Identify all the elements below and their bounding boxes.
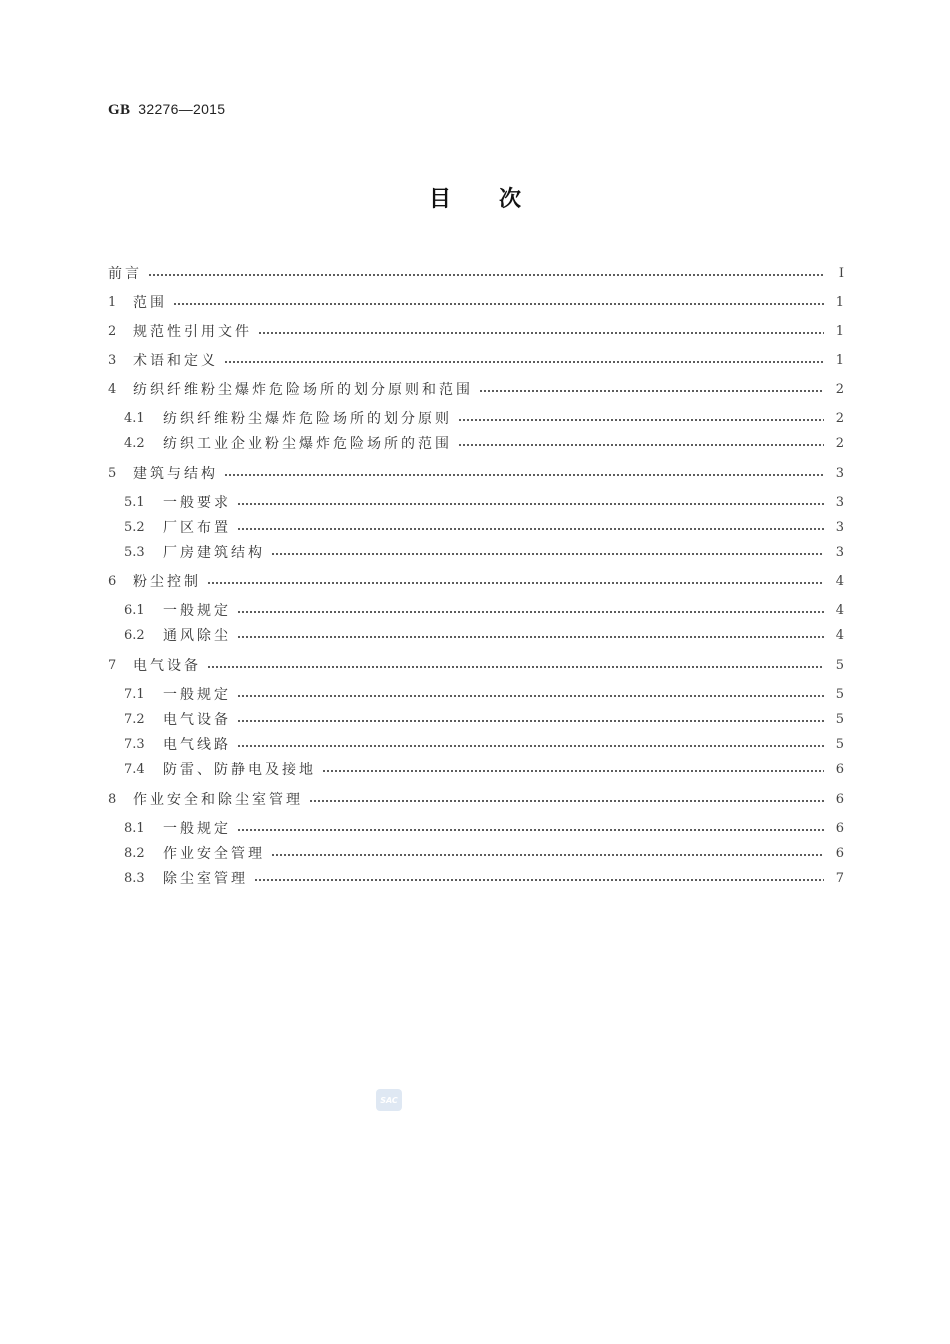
toc-entry-page: 6 [835,820,844,836]
toc-entry-page: Ⅰ [838,265,844,281]
toc-entry[interactable] [108,571,844,591]
toc-entry-label: 前言 [108,266,142,282]
title-char-1: 目 [428,187,451,212]
toc-entry-number: 7.2 [124,711,145,727]
toc-entry-label: 电气设备 [163,712,231,728]
toc-entry-page: 3 [835,519,844,535]
title-char-2: 次 [499,187,522,212]
toc-entry-number: 7 [108,657,117,673]
toc-entry-number: 8.2 [124,845,145,861]
toc-leader-dots [207,571,824,591]
toc-entry[interactable] [108,709,844,729]
toc-entry[interactable] [108,684,844,704]
toc-leader-dots [309,789,824,809]
toc-leader-dots [237,517,824,537]
toc-leader-dots [237,734,824,754]
toc-leader-dots [237,818,824,838]
toc-entry-label: 除尘室管理 [163,871,248,887]
toc-entry[interactable] [108,292,844,312]
toc-entry[interactable] [108,818,844,838]
toc-entry-label: 术语和定义 [133,353,218,369]
toc-entry-label: 纺织纤维粉尘爆炸危险场所的划分原则 [163,411,452,427]
toc-leader-dots [237,684,824,704]
toc-entry-label: 一般规定 [163,687,231,703]
toc-entry-number: 8 [108,791,117,807]
toc-entry-number: 6.2 [124,627,145,643]
toc-entry-page: 3 [835,544,844,560]
toc-entry-label: 厂房建筑结构 [163,545,265,561]
toc-entry-label: 作业安全管理 [163,846,265,862]
toc-entry-number: 3 [108,352,117,368]
toc-entry-page: 5 [835,657,844,673]
toc-entry[interactable] [108,789,844,809]
toc-entry-page: 4 [835,602,844,618]
toc-entry-label: 防雷、防静电及接地 [163,762,316,778]
toc-entry[interactable] [108,492,844,512]
toc-entry-page: 2 [835,410,844,426]
toc-entry-number: 5.2 [124,519,145,535]
toc-entry-label: 通风除尘 [163,628,231,644]
watermark-text: SAC [380,1095,398,1105]
toc-entry-page: 2 [835,381,844,397]
toc-entry-page: 5 [835,736,844,752]
toc-leader-dots [237,492,824,512]
toc-entry[interactable] [108,263,844,283]
toc-entry[interactable] [108,655,844,675]
toc-leader-dots [237,709,824,729]
toc-entry-number: 4.2 [124,435,145,451]
toc-entry-number: 5 [108,465,117,481]
toc-entry-page: 1 [835,294,844,310]
toc-entry-label: 规范性引用文件 [133,324,252,340]
toc-entry-page: 4 [835,573,844,589]
toc-leader-dots [224,350,824,370]
toc-entry-label: 粉尘控制 [133,574,201,590]
toc-entry[interactable] [108,408,844,428]
toc-leader-dots [458,433,824,453]
page-title [0,182,950,213]
toc-leader-dots [271,542,824,562]
toc-leader-dots [237,600,824,620]
toc-entry-page: 3 [835,465,844,481]
toc-leader-dots [254,868,824,888]
toc-leader-dots [258,321,824,341]
document-header-code [108,101,225,119]
toc-entry-number: 7.1 [124,686,145,702]
toc-entry-number: 4.1 [124,410,145,426]
toc-entry[interactable] [108,379,844,399]
toc-entry-number: 8.3 [124,870,145,886]
toc-leader-dots [224,463,824,483]
toc-entry-label: 电气设备 [133,658,201,674]
toc-entry[interactable] [108,625,844,645]
sac-watermark-logo [376,1089,402,1111]
toc-entry-label: 电气线路 [163,737,231,753]
toc-entry-page: 1 [835,352,844,368]
toc-entry-page: 6 [835,845,844,861]
toc-entry-page: 3 [835,494,844,510]
toc-leader-dots [271,843,824,863]
toc-entry-page: 1 [835,323,844,339]
standard-prefix: GB [108,102,131,118]
toc-entry-page: 5 [835,711,844,727]
toc-entry-label: 厂区布置 [163,520,231,536]
toc-entry-page: 6 [835,761,844,777]
toc-entry-number: 5.1 [124,494,145,510]
toc-entry-number: 6 [108,573,117,589]
toc-entry-label: 一般规定 [163,603,231,619]
toc-leader-dots [173,292,824,312]
toc-entry[interactable] [108,600,844,620]
toc-entry[interactable] [108,350,844,370]
toc-leader-dots [458,408,824,428]
toc-entry-label: 纺织纤维粉尘爆炸危险场所的划分原则和范围 [133,382,473,398]
toc-leader-dots [479,379,824,399]
toc-entry-number: 4 [108,381,117,397]
toc-entry[interactable] [108,843,844,863]
toc-entry-label: 纺织工业企业粉尘爆炸危险场所的范围 [163,436,452,452]
toc-entry[interactable] [108,463,844,483]
toc-entry[interactable] [108,759,844,779]
toc-entry-label: 一般规定 [163,821,231,837]
toc-entry-number: 8.1 [124,820,145,836]
toc-entry-number: 7.3 [124,736,145,752]
toc-leader-dots [322,759,824,779]
toc-entry[interactable] [108,542,844,562]
toc-entry-number: 5.3 [124,544,145,560]
toc-entry-page: 7 [835,870,844,886]
toc-entry-number: 2 [108,323,117,339]
toc-entry-label: 作业安全和除尘室管理 [133,792,303,808]
toc-entry-page: 5 [835,686,844,702]
toc-entry-label: 一般要求 [163,495,231,511]
toc-entry-label: 建筑与结构 [133,466,218,482]
toc-entry-number: 1 [108,294,117,310]
toc-entry[interactable] [108,517,844,537]
toc-entry-page: 4 [835,627,844,643]
toc-entry[interactable] [108,433,844,453]
toc-entry-page: 2 [835,435,844,451]
toc-entry[interactable] [108,734,844,754]
toc-leader-dots [207,655,824,675]
toc-entry-label: 范围 [133,295,167,311]
toc-leader-dots [237,625,824,645]
standard-number: 32276—2015 [138,101,226,117]
toc-entry-number: 6.1 [124,602,145,618]
toc-leader-dots [148,263,824,283]
toc-entry-number: 7.4 [124,761,145,777]
toc-entry[interactable] [108,321,844,341]
toc-entry[interactable] [108,868,844,888]
toc-entry-page: 6 [835,791,844,807]
